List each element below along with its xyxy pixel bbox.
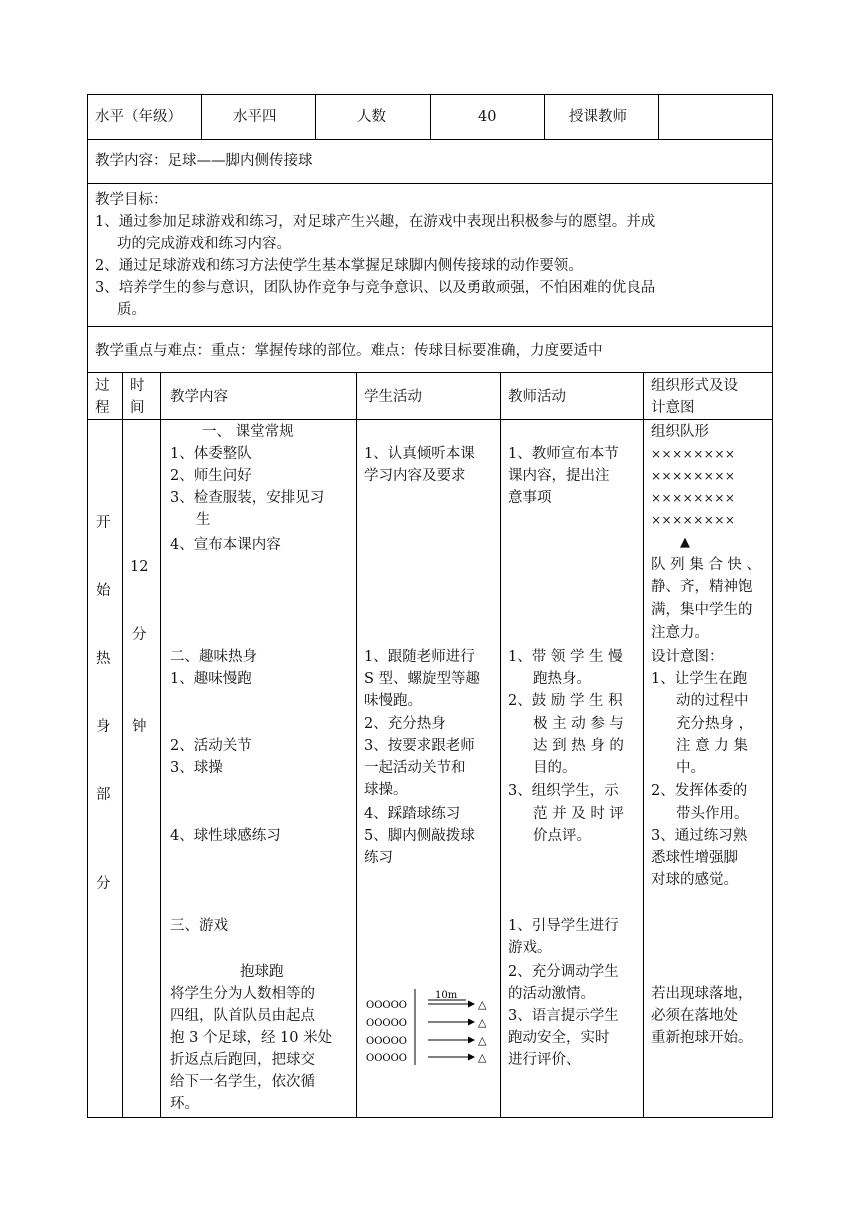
relay-rows (366, 998, 487, 1064)
distance-label: 10m (435, 990, 458, 1001)
formation-row: ×××××××× (651, 469, 736, 483)
objective-line: 1、通过参加足球游戏和练习，对足球产生兴趣，在游戏中表现出积极参与的愿望。并成 (95, 214, 656, 230)
student-circles: OOOOO (366, 1053, 407, 1064)
objective-line: 3、培养学生的参与意识，团队协作竞争与竞争意识、以及勇敢顽强，不怕困难的优良品 (95, 280, 656, 296)
teacher-marker-icon: ▲ (680, 535, 690, 550)
count-label: 人数 (357, 109, 386, 125)
col-process: 过 程 (95, 378, 110, 416)
lesson-content: 教学内容：足球——脚内侧传接球 (95, 153, 313, 169)
lesson-plan-page: 水平（年级） 水平四 人数 40 授课教师 教学内容：足球——脚内侧传接球 教学目标： 1、通过参加足球游戏和练习，对足球产生兴趣，在游戏中表现出积极参与的愿望。并成 功的完成游戏和练习内容。 2、通过足球游戏和练习方法使学生基本掌握足球脚内侧传接球的动作要领。 3、培养学生的参与意识，团队协作竞争与竞争意识、以及勇敢顽强，不怕困难的优良品 质。 教学重点与难点：重点：掌握传球的部位。难点：传球目标要准确，力度要适中 过 程 时 间 教学内容 学生活动 教师活动 组织形式及设 计意图 开 始 热 身 部 分 12 分 钟 一、 课堂常规 1、体委整队 2、师生问好 3、检查服装，安排见习 生 4、宣布本课内容 二、趣味热身 1、趣味慢跑 2、活动关节 3、球操 4、球性球感练习 三、游戏 抱球跑 将学生分为人数相等的 四组，队首队员由起点 抱 3 个足球，经 10 米处 折返点后跑回，把球交 给下一名学生，依次循 环。 1、认真倾听本课 学习内容及要求 1、跟随老师进行 S 型、螺旋型等趣 味慢跑。 2、充分热身 3、按要求跟老师 一起活动关节和 球操。 4、踩踏球练习 5、脚内侧敲拨球 练习 10m OOOOO △ OOOOO △ OOOOO △ OOOOO △ 1、教师宣布本节 课内容，提出注 意事项 1、带 领 学 生 慢 跑热身。 2、鼓 励 学 生 积 极 主 动 参 与 达 到 热 身 的 目的。 3、组织学生，示 范 并 及 时 评 价点评。 1、引导学生进行 游戏。 2、充分调动学生 的活动激情。 3、语言提示学生 跑动安全，实时 进行评价、 组织队形 ×××××××× ×××××××× ×××××××× ×××××××× ▲ 队 列 集 合 快 、 静、齐，精神饱 满，集中学生的 注意力。 设计意图： 1、让学生在跑 动的过程中 充分热身 ， 注 意 力 集 中。 2、发挥体委的 带头作用。 3、通过练习熟 悉球性增强脚 对球的感觉。 若出现球落地， 必须在落地处 重新抱球开始。 (0, 0, 860, 1216)
col-content: 教学内容 (170, 389, 228, 405)
col-teacher: 教师活动 (508, 389, 566, 405)
student-circles: OOOOO (366, 1018, 407, 1029)
objective-line: 2、通过足球游戏和练习方法使学生基本掌握足球脚内侧传接球的动作要领。 (95, 258, 583, 274)
key-points: 教学重点与难点：重点：掌握传球的部位。难点：传球目标要准确，力度要适中 (95, 343, 603, 359)
relay-diagram (360, 985, 496, 1070)
teacher-label: 授课教师 (569, 109, 627, 125)
level-value: 水平四 (233, 109, 277, 125)
formation-row: ×××××××× (651, 513, 736, 527)
formation-row: ×××××××× (651, 447, 736, 461)
student-circles: OOOOO (366, 1036, 407, 1047)
col-time: 时 间 (130, 378, 145, 416)
target-marker: △ (478, 1051, 487, 1064)
student-circles: OOOOO (366, 1000, 407, 1011)
objective-line: 质。 (117, 302, 146, 318)
target-marker: △ (478, 1016, 487, 1029)
target-marker: △ (478, 1034, 487, 1047)
level-label: 水平（年级） (95, 109, 182, 125)
target-marker: △ (478, 998, 487, 1011)
count-value: 40 (478, 109, 497, 125)
objectives-title: 教学目标： (95, 192, 168, 208)
col-student: 学生活动 (364, 389, 422, 405)
objectives-block (95, 189, 655, 321)
formation-row: ×××××××× (651, 491, 736, 505)
col-org: 组织形式及设 计意图 (651, 378, 738, 416)
objective-line: 功的完成游戏和练习内容。 (117, 236, 291, 252)
